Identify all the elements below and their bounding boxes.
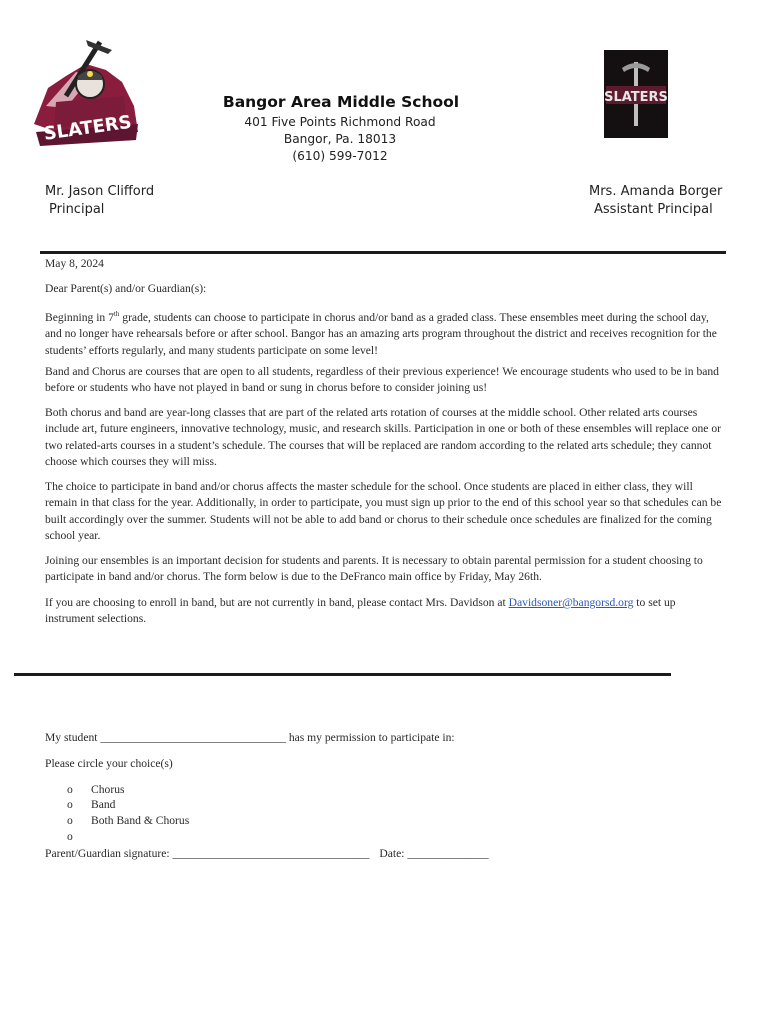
address-line-1: 401 Five Points Richmond Road — [244, 115, 436, 129]
davidson-email-link[interactable]: Davidsoner@bangorsd.org — [508, 596, 634, 609]
paragraph-2: Band and Chorus are courses that are open to all students, regardless of their previous experience! We encourage students who used to be in band before or students who have not played in band or sung in chorus before to consider joining us! — [45, 365, 719, 395]
choice-empty[interactable] — [67, 830, 91, 843]
choice-both[interactable] — [67, 814, 189, 827]
svg-text:SLATERS: SLATERS — [42, 111, 133, 145]
choice-label: Chorus — [91, 783, 125, 796]
paragraph-4: The choice to participate in band and/or chorus affects the master schedule for the school. Once students are placed in either class, they will remain in that class for the year. Additionally, in order to participate, you must sign up prior to the end of this school year so that schedules can be built accordingly over the summer. Students will not be able to add band or chorus to their schedule once schedules are finalized for the coming school year. — [45, 480, 722, 543]
signature-label: Parent/Guardian signature: — [45, 847, 170, 860]
paragraph-1-start: Beginning in 7 — [45, 310, 114, 324]
paragraph-5: Joining our ensembles is an important decision for students and parents. It is necessary to obtain parental permission for a student choosing to participate in band and/or chorus. The form below is due to the DeFranco main office by Friday, May 26th. — [45, 554, 703, 584]
permission-label: My student — [45, 731, 98, 744]
assistant-principal-name: Mrs. Amanda Borger — [589, 184, 723, 199]
choice-bullet: o — [67, 830, 73, 843]
letter-date: May 8, 2024 — [45, 257, 104, 270]
paragraph-6 — [45, 595, 725, 628]
choice-chorus[interactable] — [67, 783, 125, 796]
date-label: Date: — [379, 847, 405, 860]
paragraph-1 — [45, 306, 725, 359]
choice-band[interactable] — [67, 798, 115, 811]
choice-bullet: o — [67, 814, 73, 827]
student-name-blank[interactable]: ________________________________ — [100, 731, 286, 744]
paragraph-3: Both chorus and band are year-long classes that are part of the related arts rotation of courses at the middle school. Other related arts courses include art, future engineers, innovative technology, music, and research skills. Participation in one or both of these ensembles will replace one or two related-arts courses in a student’s schedule. The courses that will be replaced are random according to the related arts schedule; they cannot choose which courses they will miss. — [45, 406, 721, 469]
letterhead-divider — [40, 251, 726, 254]
school-name: Bangor Area Middle School — [222, 93, 460, 111]
choice-bullet: o — [67, 798, 73, 811]
form-divider — [14, 673, 671, 676]
signature-line — [45, 847, 489, 860]
principal-title: Principal — [49, 202, 105, 217]
date-blank[interactable]: ______________ — [407, 847, 489, 860]
choice-label: Both Band & Chorus — [91, 814, 190, 827]
principal-name: Mr. Jason Clifford — [45, 184, 155, 199]
paragraph-1-rest: grade, students can choose to participate in chorus and/or band as a graded class. These ensembles meet during the school day, and no longer have rehearsals before or after school. Bangor has an amazing arts program throughout the district and receives recognition for the students’ efforts regularly, and many students participate on some level! — [45, 310, 717, 357]
permission-line — [45, 731, 455, 744]
circle-choice-prompt: Please circle your choice(s) — [45, 757, 173, 770]
paragraph-6-rest: to set up instrument selections. — [45, 596, 676, 626]
address-line-2: Bangor, Pa. 18013 — [283, 132, 397, 146]
svg-text:SLATERS: SLATERS — [604, 90, 668, 105]
paragraph-6-start: If you are choosing to enroll in band, but are not currently in band, please contact Mrs. Davidson at — [45, 596, 509, 609]
salutation: Dear Parent(s) and/or Guardian(s): — [45, 282, 207, 295]
ordinal-superscript: th — [113, 310, 120, 318]
assistant-principal-title: Assistant Principal — [594, 202, 713, 217]
choice-bullet: o — [67, 783, 73, 796]
permission-label-end: has my permission to participate in: — [288, 731, 455, 744]
phone-number: (610) 599-7012 — [292, 149, 388, 163]
choice-label: Band — [91, 798, 116, 811]
signature-blank[interactable]: __________________________________ — [172, 847, 370, 860]
